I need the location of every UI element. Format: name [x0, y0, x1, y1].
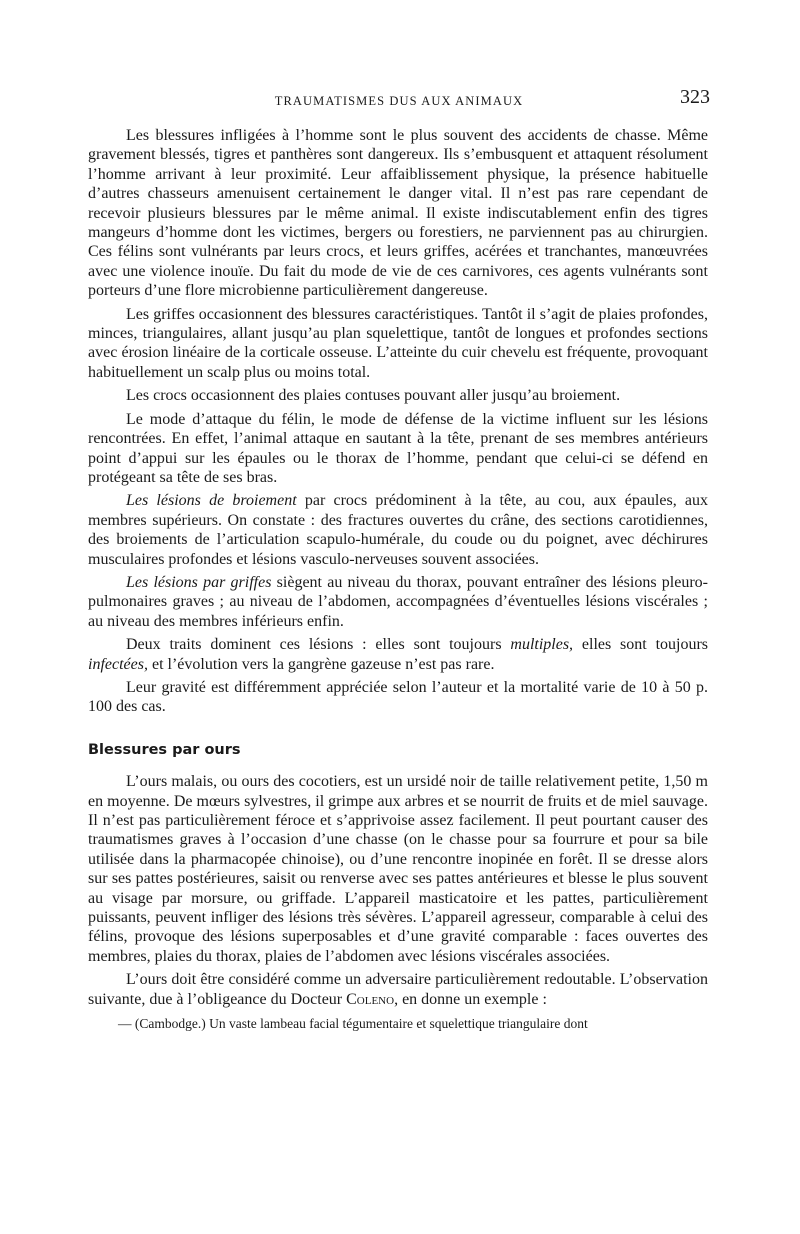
body-text	[88, 126, 708, 1033]
paragraph: Les griffes occasionnent des blessures caractéristiques. Tantôt il s’agit de plaies profondes, minces, triangulaires, allant jusqu’au plan squelettique, tantôt de longues et profondes sections avec érosion linéaire de la corticale osseuse. L’atteinte du cuir chevelu est fréquente, provoquant habituellement un scalp plus ou moins total.	[88, 305, 708, 381]
observation-excerpt: — (Cambodge.) Un vaste lambeau facial tégumentaire et squelettique triangulaire dont	[118, 1016, 588, 1032]
paragraph: Le mode d’attaque du félin, le mode de défense de la victime influent sur les lésions rencontrées. En effet, l’animal attaque en sautant à la tête, prenant de ses membres antérieurs point d’appui sur les épaules ou le thorax de l’homme, pendant que celui-ci se défend en protégeant sa tête de ses bras.	[88, 410, 708, 486]
paragraph: Leur gravité est différemment appréciée selon l’auteur et la mortalité varie de 10 à 50 p. 100 des cas.	[88, 678, 708, 716]
paragraph-text: siègent au niveau du thorax, pouvant entraîner des lésions pleuro-pulmonaires graves ; au niveau de l’abdomen, accompagnées d’éventuelles lésions viscérales ; au niveau des membres inférieurs enfin.	[88, 573, 708, 630]
italic-phrase: Les lésions de broiement	[126, 492, 297, 510]
paragraph	[88, 573, 708, 631]
italic-word: infectées,	[88, 655, 148, 673]
paragraph: Les crocs occasionnent des plaies contuses pouvant aller jusqu’au broiement.	[126, 387, 621, 405]
paragraph-text: Deux traits dominent ces lésions : elles sont toujours	[126, 636, 511, 654]
paragraph-text: L’ours doit être considéré comme un adversaire particulièrement redoutable. L’observation suivante, due à l’obligeance du Docteur	[88, 971, 708, 1008]
paragraph-text: , en donne un exemple :	[394, 990, 547, 1008]
italic-phrase: Les lésions par griffes	[126, 573, 272, 591]
author-name: Coleno	[346, 990, 395, 1008]
paragraph: L’ours malais, ou ours des cocotiers, est un ursidé noir de taille relativement petite, 1,50 m en moyenne. De mœurs sylvestres, il grimpe aux arbres et se nourrit de fruits et de miel sauvage. Il n’est pas particulièrement féroce et s’apprivoise assez facilement. Il peut pourtant causer des traumatismes graves à l’occasion d’une chasse (on le chasse pour sa fourrure et pour sa bile utilisée dans la pharmacopée chinoise), ou d’une rencontre inopinée en forêt. Il se dresse alors sur ses pattes postérieures, saisit ou renverse avec ses pattes antérieures et blesse le plus souvent au visage par morsure, ou griffade. L’appareil masticatoire et les pattes, particulièrement puissants, peuvent infliger des lésions très sévères. L’appareil agresseur, comparable à celui des félins, provoque des lésions superposables et d’une gravité comparable : faces ouvertes des membres, plaies du thorax, plaies de l’abdomen avec lésions viscérales associées.	[88, 773, 708, 965]
page-header	[88, 86, 710, 116]
section-heading: Blessures par ours	[88, 741, 241, 758]
running-title: TRAUMATISMES DUS AUX ANIMAUX	[274, 94, 524, 108]
paragraph	[88, 635, 708, 674]
page-number: 323	[680, 86, 710, 108]
italic-word: multiples,	[510, 636, 574, 654]
paragraph: Les blessures infligées à l’homme sont le plus souvent des accidents de chasse. Même gravement blessés, tigres et panthères sont dangereux. Ils s’embusquent et attaquent résolument l’homme arrivant à leur proximité. Leur affaiblissement physique, la présence habituelle d’autres chasseurs amenuisent certainement le danger vital. Il n’est pas rare cependant de recevoir plusieurs blessures par le même animal. Il existe indiscutablement enfin des tigres mangeurs d’homme dont les victimes, bergers ou forestiers, ne parviennent pas au chirurgien. Ces félins sont vulnérants par leurs crocs, et leurs griffes, acérées et tranchantes, manœuvrées avec une violence inouïe. Du fait du mode de vie de ces carnivores, ces agents vulnérants sont porteurs d’une flore microbienne particulièrement dangereuse.	[88, 127, 708, 300]
paragraph	[88, 970, 708, 1009]
paragraph-text: par crocs prédominent à la tête, au cou, aux épaules, aux membres supérieurs. On constate : des fractures ouvertes du crâne, des sections carotidiennes, des broiements de l’articulation scapulo-humérale, du coude ou du poignet, avec déchirures musculaires profondes et lésions vasculo-nerveuses souvent associées.	[88, 492, 708, 568]
paragraph-text: et l’évolution vers la gangrène gazeuse n’est pas rare.	[147, 655, 495, 673]
paragraph-text: elles sont toujours	[573, 636, 709, 654]
paragraph	[88, 491, 708, 569]
